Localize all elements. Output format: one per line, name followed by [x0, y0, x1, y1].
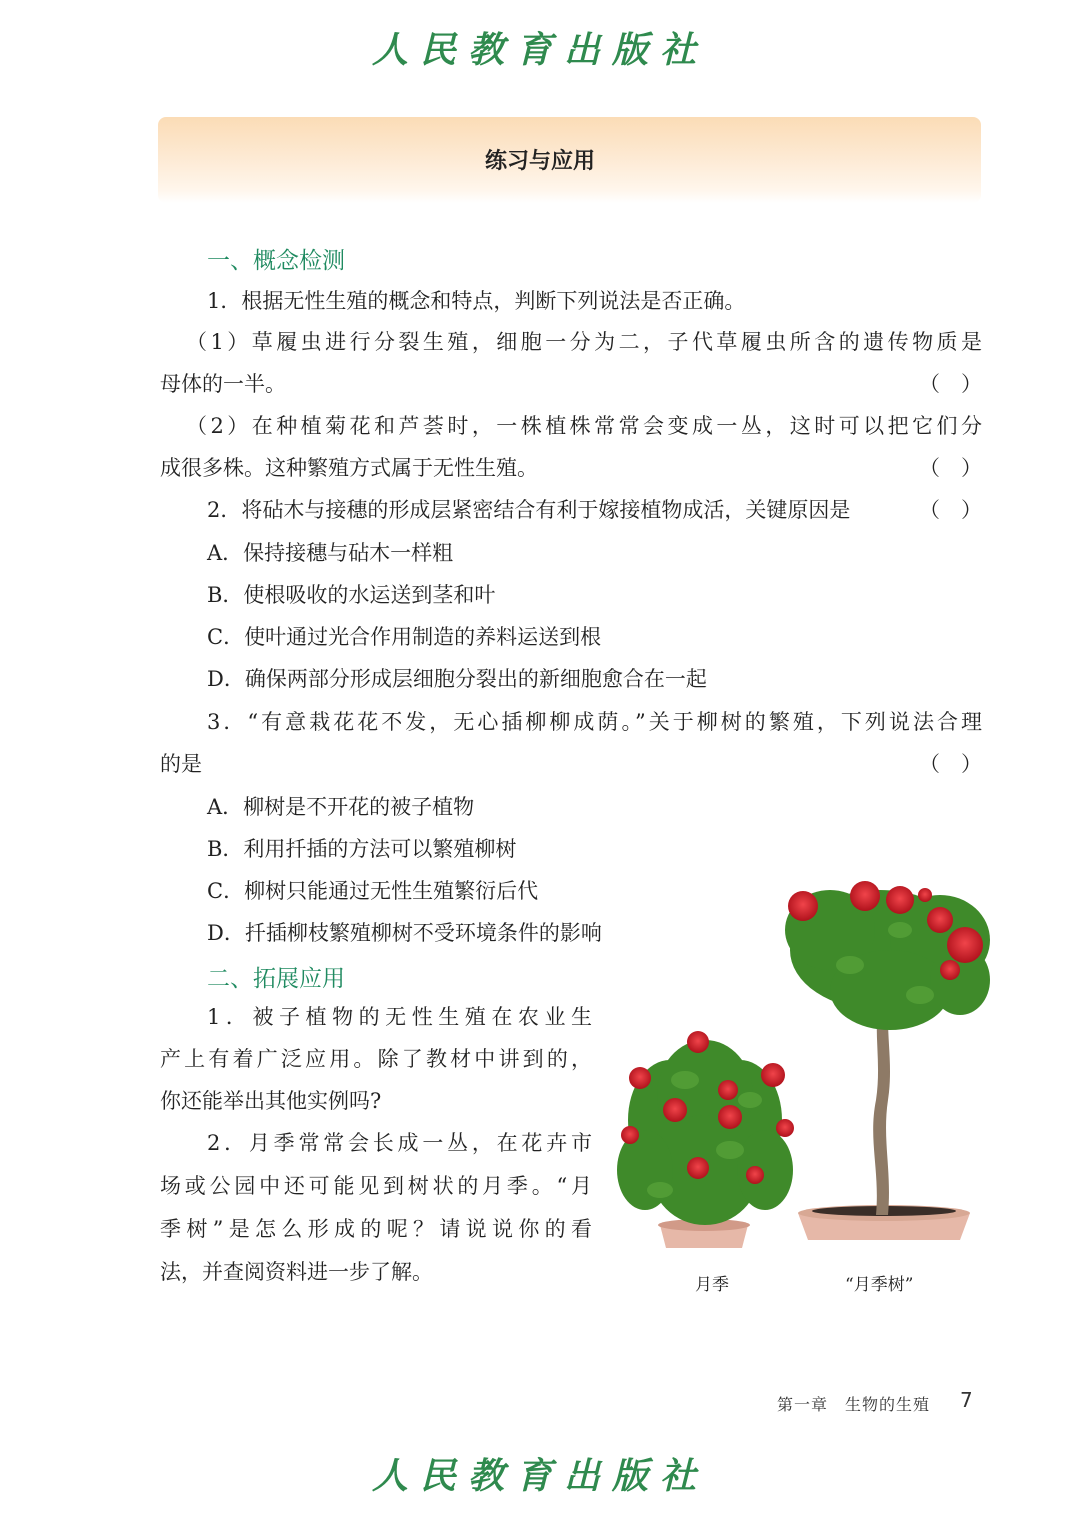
rose-bush	[617, 1031, 794, 1248]
q1-2-line2: 成很多株。这种繁殖方式属于无性生殖。	[160, 456, 538, 480]
rose-tree	[785, 881, 990, 1240]
s2-p2-line2: 场或公园中还可能见到树状的月季。“月	[160, 1174, 592, 1198]
section-heading-concept-check: 一、概念检测	[207, 248, 345, 274]
q3-option-a: A．柳树是不开花的被子植物	[207, 795, 475, 819]
q2-option-a: A．保持接穗与砧木一样粗	[207, 541, 454, 565]
answer-paren-q3[interactable]: （ ）	[919, 752, 982, 776]
chapter-footer: 第一章 生物的生殖	[776, 1395, 930, 1414]
page-number: 7	[960, 1388, 973, 1412]
q2-option-d: D．确保两部分形成层细胞分裂出的新细胞愈合在一起	[207, 667, 707, 691]
publisher-logo-top: 人民教育出版社	[371, 29, 708, 71]
publisher-logo-bottom: 人民教育出版社	[371, 1455, 708, 1497]
q1-2-line1: （2）在种植菊花和芦荟时，一株植株常常会变成一丛，这时可以把它们分	[186, 414, 982, 438]
rose-figure	[600, 870, 1000, 1260]
q3-line2: 的是	[160, 752, 202, 776]
q2-option-b: B．使根吸收的水运送到茎和叶	[207, 583, 496, 607]
q2-stem: 2．将砧木与接穗的形成层紧密结合有利于嫁接植物成活，关键原因是	[207, 498, 851, 522]
section-heading-extended-application: 二、拓展应用	[207, 966, 345, 992]
s2-p2-line3: 季树”是怎么形成的呢？请说说你的看	[160, 1217, 592, 1241]
caption-rose-tree: “月季树”	[845, 1275, 914, 1295]
q2-option-c: C．使叶通过光合作用制造的养料运送到根	[207, 625, 602, 649]
s2-p1-line3: 你还能举出其他实例吗?	[160, 1089, 382, 1113]
q3-option-c: C．柳树只能通过无性生殖繁衍后代	[207, 879, 539, 903]
s2-p1-line1: 1．被子植物的无性生殖在农业生	[207, 1005, 592, 1029]
answer-paren-q1-2[interactable]: （ ）	[919, 456, 982, 480]
s2-p2-line4: 法，并查阅资料进一步了解。	[160, 1260, 433, 1284]
q3-line1: 3．“有意栽花花不发，无心插柳柳成荫。”关于柳树的繁殖，下列说法合理	[207, 710, 982, 734]
s2-p2-line1: 2．月季常常会长成一丛，在花卉市	[207, 1131, 592, 1155]
banner-title: 练习与应用	[484, 149, 595, 174]
q1-1-line2: 母体的一半。	[160, 372, 286, 396]
q1-stem: 1．根据无性生殖的概念和特点，判断下列说法是否正确。	[207, 289, 746, 313]
caption-rose: 月季	[695, 1275, 729, 1295]
answer-paren-q1-1[interactable]: （ ）	[919, 372, 982, 396]
q1-1-line1: （1）草履虫进行分裂生殖，细胞一分为二，子代草履虫所含的遗传物质是	[186, 330, 982, 354]
s2-p1-line2: 产上有着广泛应用。除了教材中讲到的，	[160, 1047, 592, 1071]
answer-paren-q2[interactable]: （ ）	[919, 498, 982, 522]
q3-option-d: D．扦插柳枝繁殖柳树不受环境条件的影响	[207, 921, 602, 945]
q3-option-b: B．利用扦插的方法可以繁殖柳树	[207, 837, 517, 861]
